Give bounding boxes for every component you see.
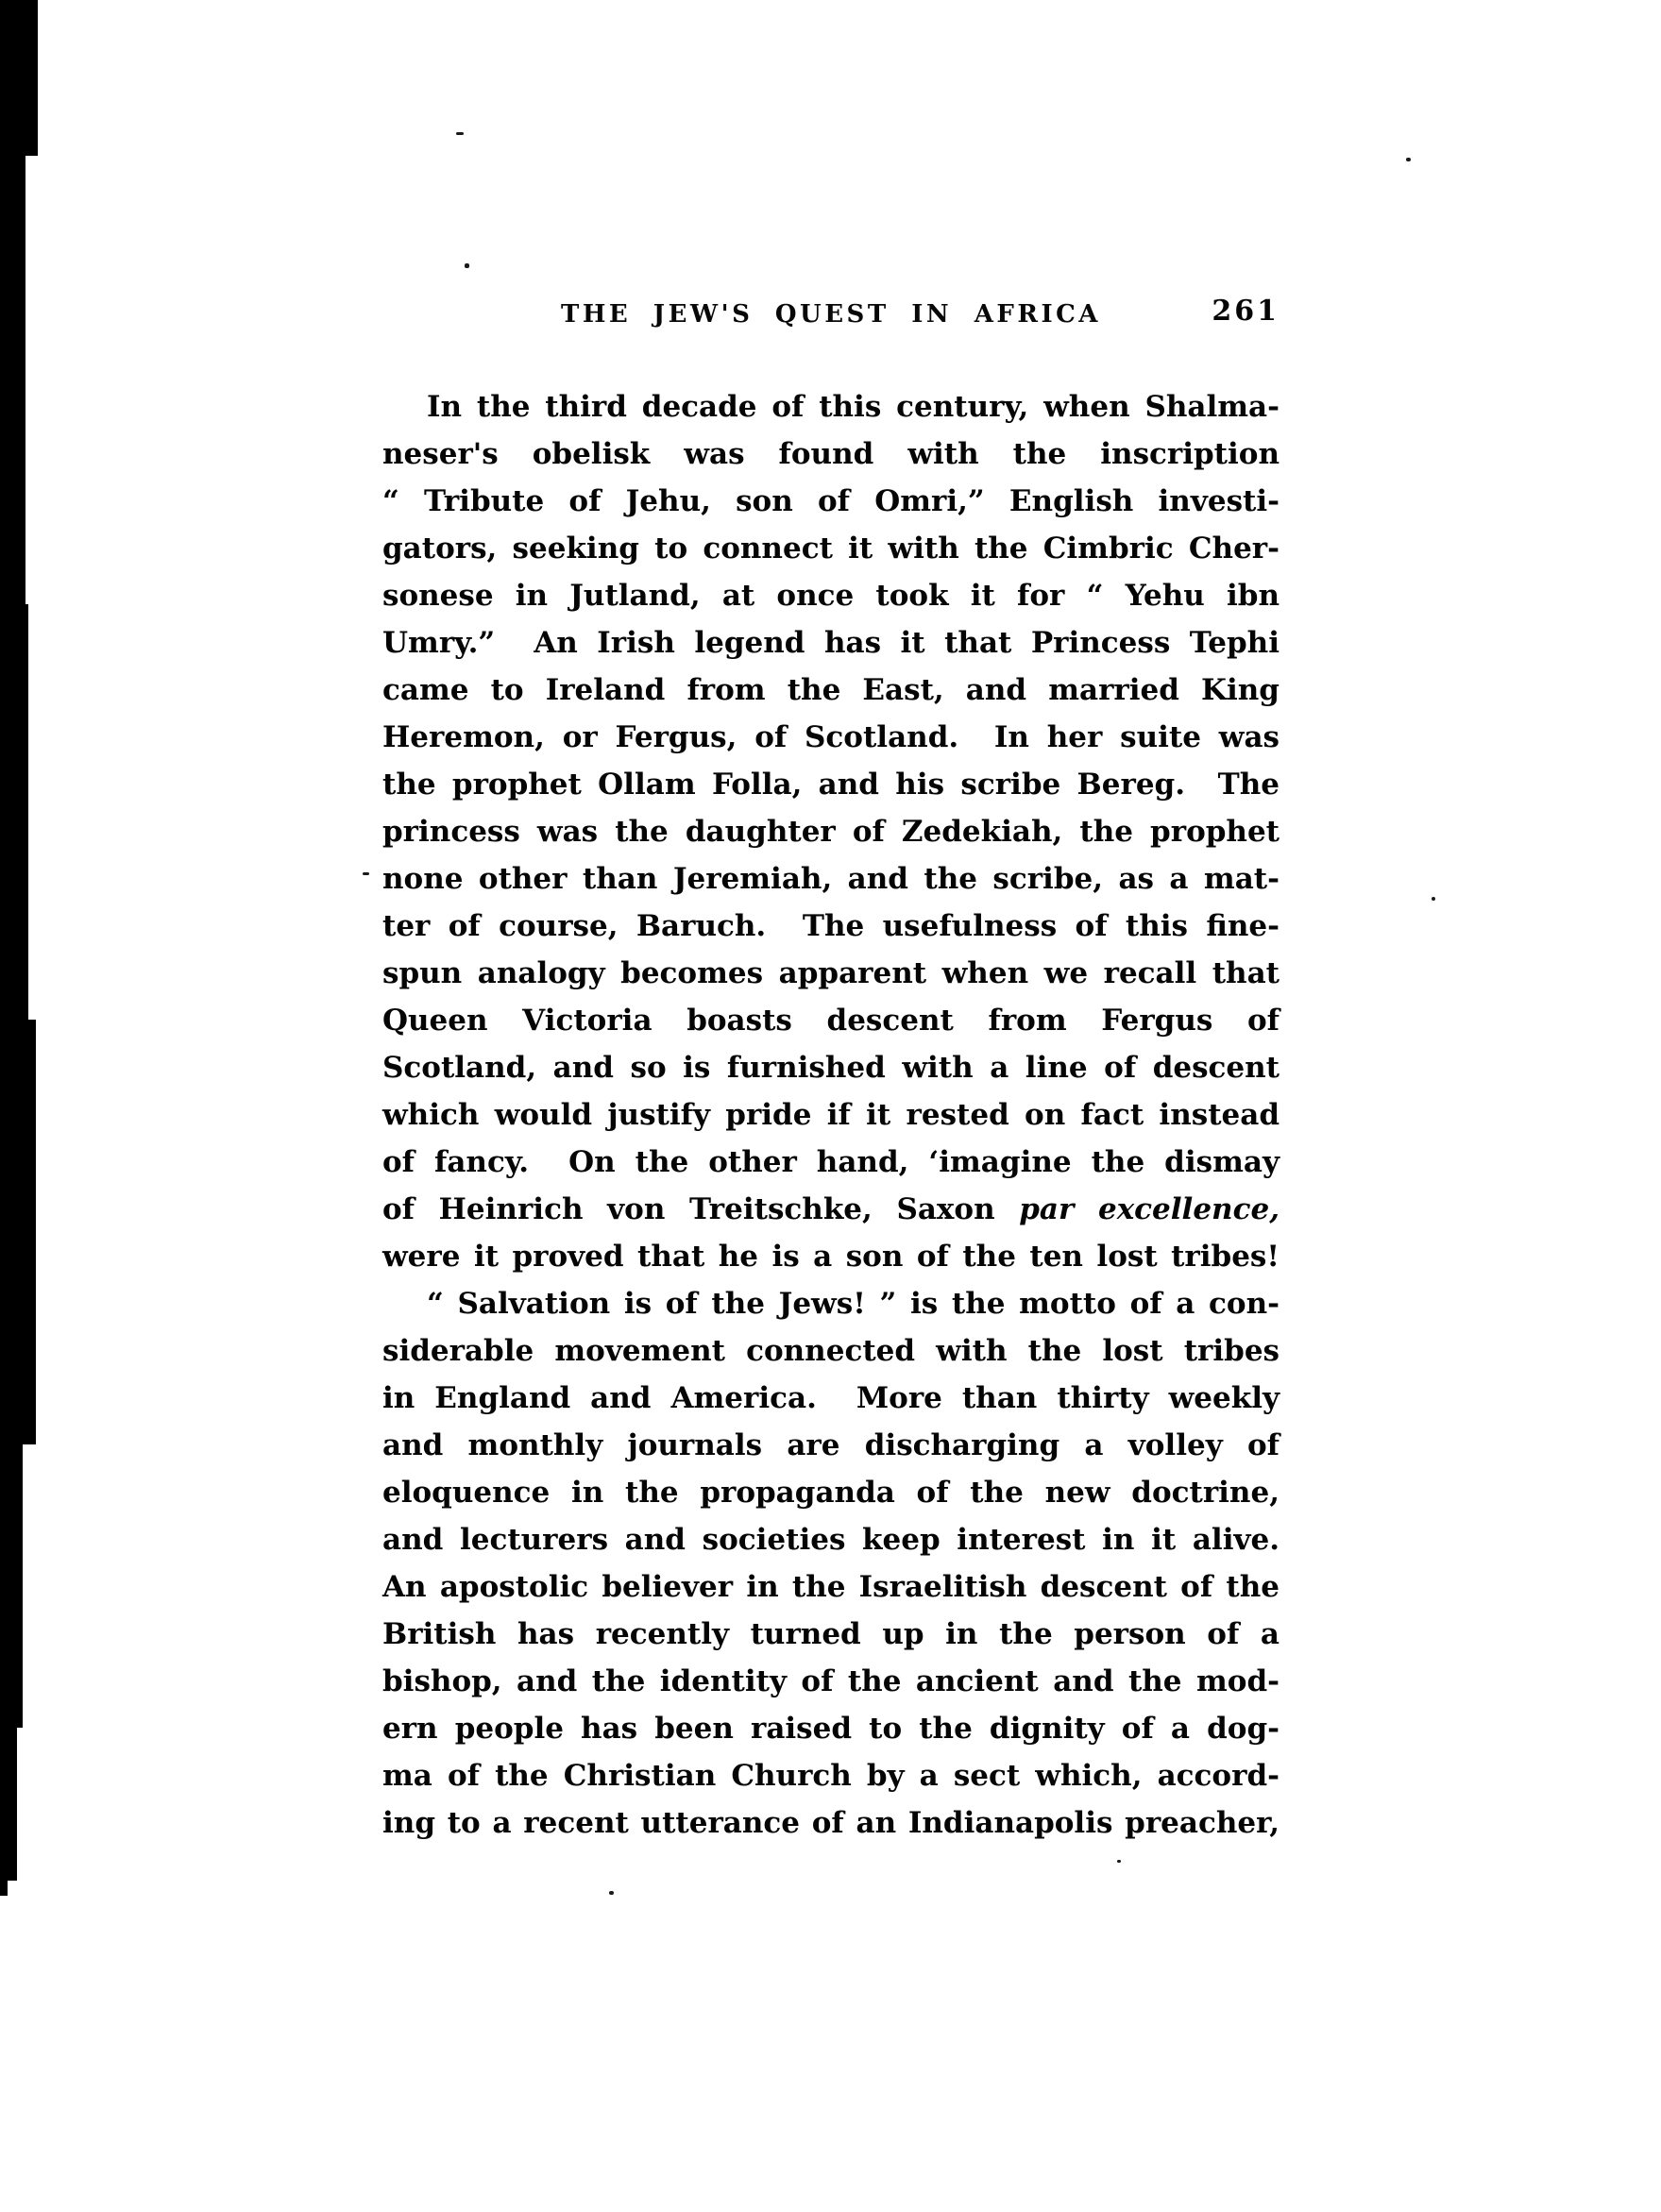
text-line: eloquence in the propaganda of the new doctrine, [382, 1476, 1280, 1510]
text-line: Umry.” An Irish legend has it that Princess Tephi [382, 626, 1280, 660]
italic-phrase: par excellence, [1019, 1192, 1280, 1226]
text-line: “ Tribute of Jehu, son of Omri,” English investi- [382, 484, 1280, 518]
dust-speck [1117, 1860, 1121, 1863]
dust-speck [456, 132, 464, 135]
text-line: sonese in Jutland, at once took it for “ Yehu ibn [382, 579, 1280, 613]
text-line: and lecturers and societies keep interest in it alive. [382, 1523, 1280, 1557]
text-line: spun analogy becomes apparent when we recall that [382, 956, 1280, 990]
text-line: bishop, and the identity of the ancient and the mod- [382, 1664, 1280, 1698]
text-line: In the third decade of this century, when Shalma- [427, 390, 1280, 424]
text-line: ing to a recent utterance of an Indianapolis preacher, [382, 1806, 1280, 1840]
text-line: which would justify pride if it rested on fact instead [382, 1098, 1280, 1132]
running-title: THE JEW'S QUEST IN AFRICA [561, 300, 1101, 329]
text-line: Heremon, or Fergus, of Scotland. In her suite was [382, 720, 1280, 754]
dust-speck [609, 1891, 614, 1895]
scan-bar-segment [0, 1728, 17, 1881]
scan-bar-segment [0, 1444, 23, 1728]
dust-speck [465, 263, 469, 268]
running-header [382, 295, 1280, 332]
text-line: in England and America. More than thirty weekly [382, 1381, 1280, 1415]
text-line: ern people has been raised to the dignity of a dog- [382, 1712, 1280, 1746]
scan-bar-segment [0, 1020, 36, 1444]
text-line: ma of the Christian Church by a sect which, accord- [382, 1759, 1280, 1793]
scan-bar-segment [0, 604, 28, 1020]
text-line: none other than Jeremiah, and the scribe, as a mat- [382, 862, 1280, 896]
text-line: neser's obelisk was found with the inscription [382, 437, 1280, 471]
text-line: Queen Victoria boasts descent from Fergus of [382, 1004, 1280, 1038]
text-line: British has recently turned up in the person of a [382, 1617, 1280, 1651]
text-line: princess was the daughter of Zedekiah, the prophet [382, 815, 1280, 849]
text-line: and monthly journals are discharging a volley of [382, 1428, 1280, 1462]
text-line: An apostolic believer in the Israelitish descent of the [382, 1570, 1280, 1604]
text-line: gators, seeking to connect it with the Cimbric Cher- [382, 532, 1280, 566]
text-line: of fancy. On the other hand, ‘imagine the dismay [382, 1145, 1280, 1179]
text-line: ter of course, Baruch. The usefulness of this fine- [382, 909, 1280, 943]
dust-speck [363, 872, 369, 875]
text-line: siderable movement connected with the lost tribes [382, 1334, 1280, 1368]
scan-bar-segment [0, 0, 38, 156]
text-line: came to Ireland from the East, and married King [382, 673, 1280, 707]
dust-speck [1406, 158, 1411, 161]
scan-bar-segment [0, 156, 25, 604]
text-line: “ Salvation is of the Jews! ” is the motto of a con- [427, 1287, 1280, 1321]
body-text [382, 383, 1280, 1847]
text-line: the prophet Ollam Folla, and his scribe Bereg. The [382, 768, 1280, 802]
scan-bar-segment [0, 1881, 8, 1896]
text-line: of Heinrich von Treitschke, Saxon par excellence, [382, 1192, 1280, 1226]
page-number: 261 [1212, 295, 1280, 328]
text-line: Scotland, and so is furnished with a line of descent [382, 1051, 1280, 1085]
dust-speck [1432, 897, 1435, 901]
text-line: were it proved that he is a son of the ten lost tribes! [382, 1240, 1280, 1274]
